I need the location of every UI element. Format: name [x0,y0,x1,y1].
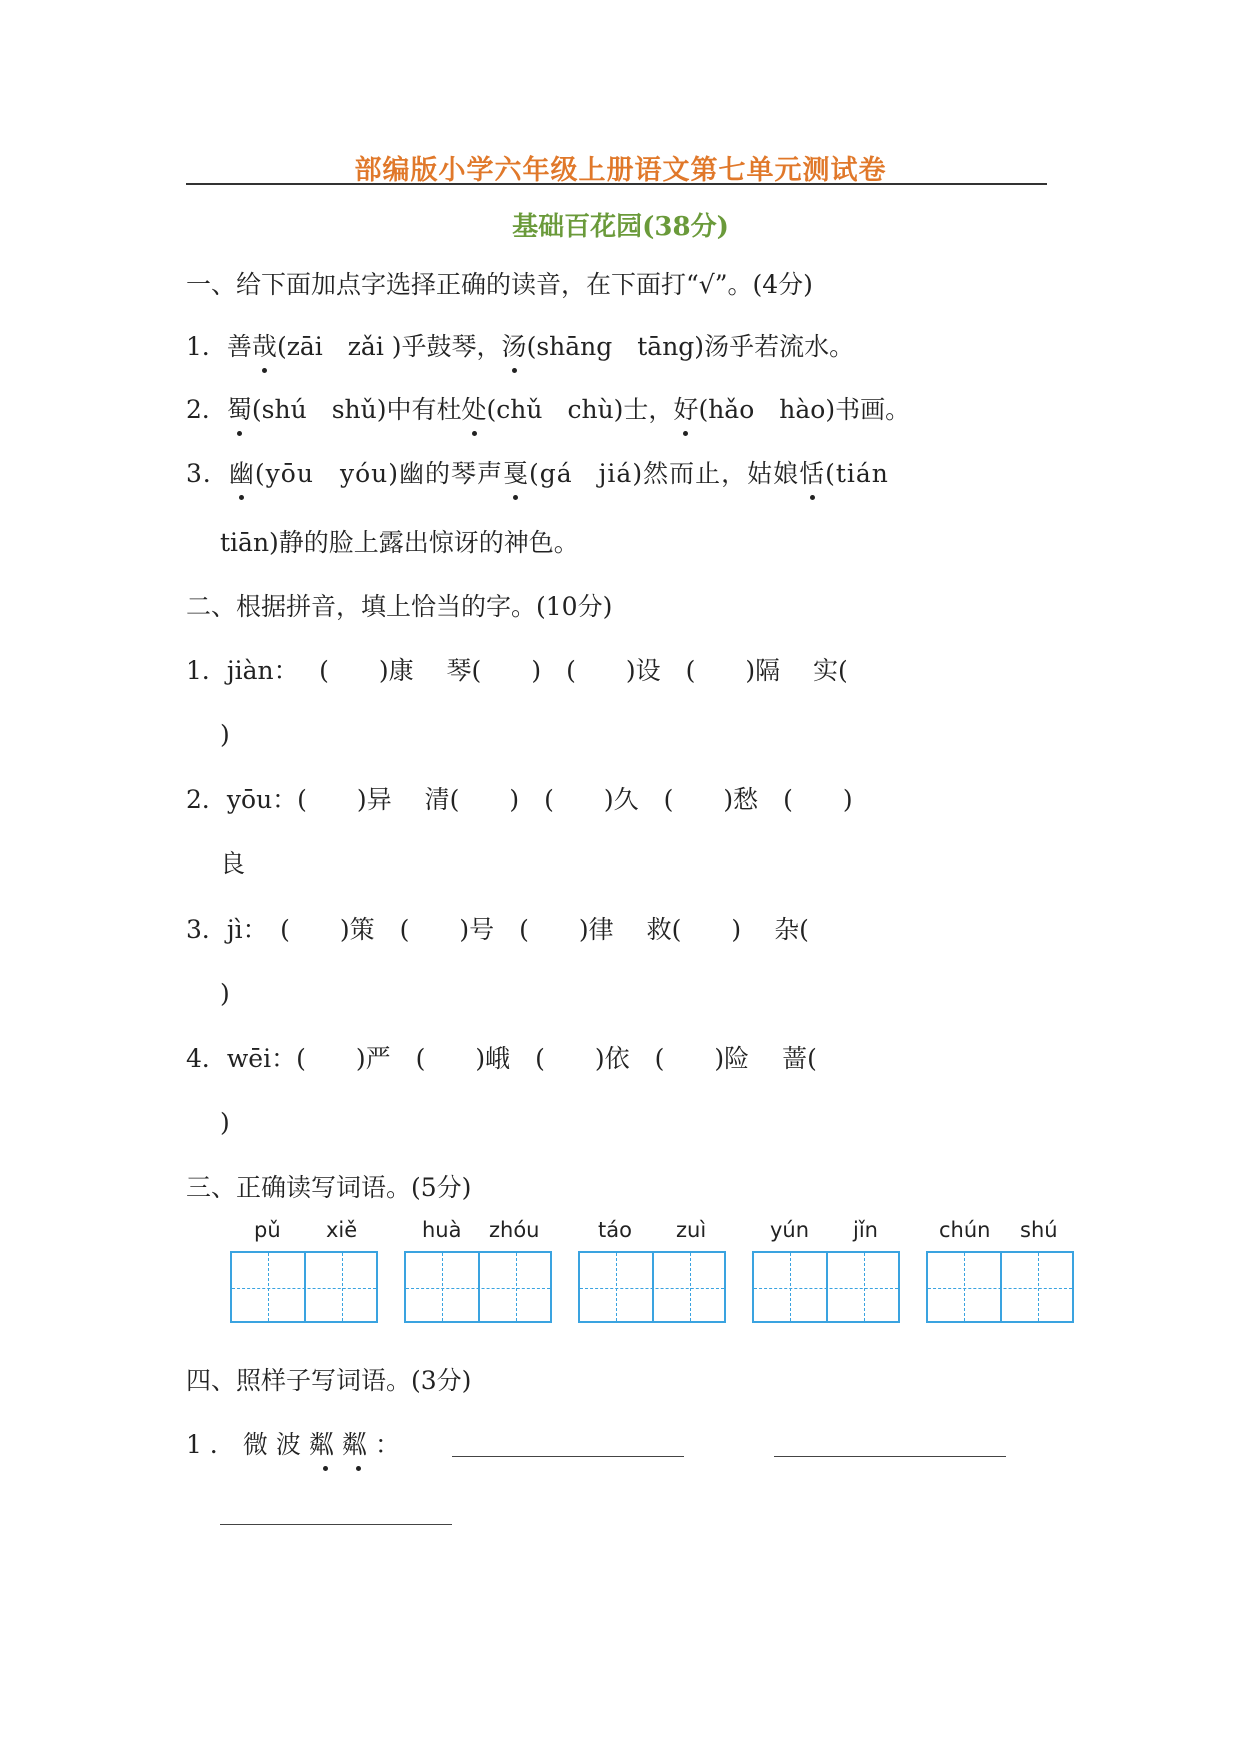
pinyin-label: zhóu [489,1218,540,1242]
pinyin-label: zuì [676,1218,707,1242]
section2-question-3: 3．jì： ( )策 ( )号 ( )律 救( ) 杂( [186,915,809,944]
dotted-char: 粼 [342,1428,375,1462]
section1-heading: 一、给下面加点字选择正确的读音，在下面打“√”。(4分) [186,270,813,299]
question-number: 2． [186,395,227,424]
dotted-char: 恬 [799,457,825,491]
dotted-char: 好 [673,393,698,427]
dotted-char: 汤 [502,330,527,364]
dotted-char: 蜀 [227,393,252,427]
dotted-char: 幽 [229,457,255,491]
dotted-char: 戛 [503,457,529,491]
answer-blank-1[interactable] [452,1456,684,1457]
writing-grid-1[interactable] [230,1251,378,1323]
pinyin-label: xiě [326,1218,358,1242]
section2-question-2-continued: 良 [220,849,246,878]
title-underline [186,183,1047,185]
writing-grid-3[interactable] [578,1251,726,1323]
question-text: (hǎo hào)书画。 [698,395,911,424]
pinyin-label: pǔ [254,1218,281,1242]
question-number: 1． [186,1430,243,1459]
section2-heading: 二、根据拼音，填上恰当的字。(10分) [186,592,613,621]
writing-grid-5[interactable] [926,1251,1074,1323]
section1-question-3-continued: tiān)静的脸上露出惊讶的神色。 [220,528,579,557]
section2-question-2: 2．yōu：( )异 清( ) ( )久 ( )愁 ( ) [186,785,853,814]
pinyin-label: huà [422,1218,462,1242]
pinyin-label: chún [939,1218,991,1242]
question-number: 3． [186,459,229,488]
question-text: 善 [226,332,252,361]
question-number: 1． [186,332,227,361]
question-text: (zāi zǎi )乎鼓琴， [276,332,502,361]
section-subtitle: 基础百花园(38分) [512,212,729,242]
writing-grid-4[interactable] [752,1251,900,1323]
question-text: (gá jiá)然而止，姑娘 [529,459,800,488]
dotted-char: 哉 [252,330,277,364]
section4-question-1 [186,1428,408,1462]
question-text: (chǔ chù)士， [486,395,674,424]
section4-heading: 四、照样子写词语。(3分) [186,1366,472,1395]
answer-blank-2[interactable] [774,1456,1006,1457]
section2-question-3-continued: ) [220,979,230,1008]
answer-blank-3[interactable] [220,1524,452,1525]
section1-question-2 [186,393,910,427]
question-text: (yōu yóu)幽的琴声 [254,459,503,488]
section2-question-1-continued: ) [220,720,230,749]
pinyin-label: yún [770,1218,810,1242]
section3-heading: 三、正确读写词语。(5分) [186,1173,472,1202]
section2-question-4: 4．wēi：( )严 ( )峨 ( )依 ( )险 蔷( [186,1044,817,1073]
section1-question-3 [186,457,889,491]
writing-grid-2[interactable] [404,1251,552,1323]
pinyin-label: shú [1020,1218,1058,1242]
page-title: 部编版小学六年级上册语文第七单元测试卷 [354,155,887,186]
question-text: (tián [825,459,889,488]
question-text: (shāng tāng)汤乎若流水。 [526,332,855,361]
question-text: ： [374,1430,408,1459]
dotted-char: 粼 [309,1428,342,1462]
pinyin-label: táo [598,1218,632,1242]
pinyin-label: jǐn [853,1218,878,1242]
section2-question-4-continued: ) [220,1108,230,1137]
section2-question-1: 1．jiàn： ( )康 琴( ) ( )设 ( )隔 实( [186,656,848,685]
section1-question-1 [186,330,854,364]
question-text: (shú shǔ)中有杜 [251,395,462,424]
question-text: 波 [275,1430,309,1459]
question-text: 微 [242,1430,276,1459]
dotted-char: 处 [462,393,487,427]
